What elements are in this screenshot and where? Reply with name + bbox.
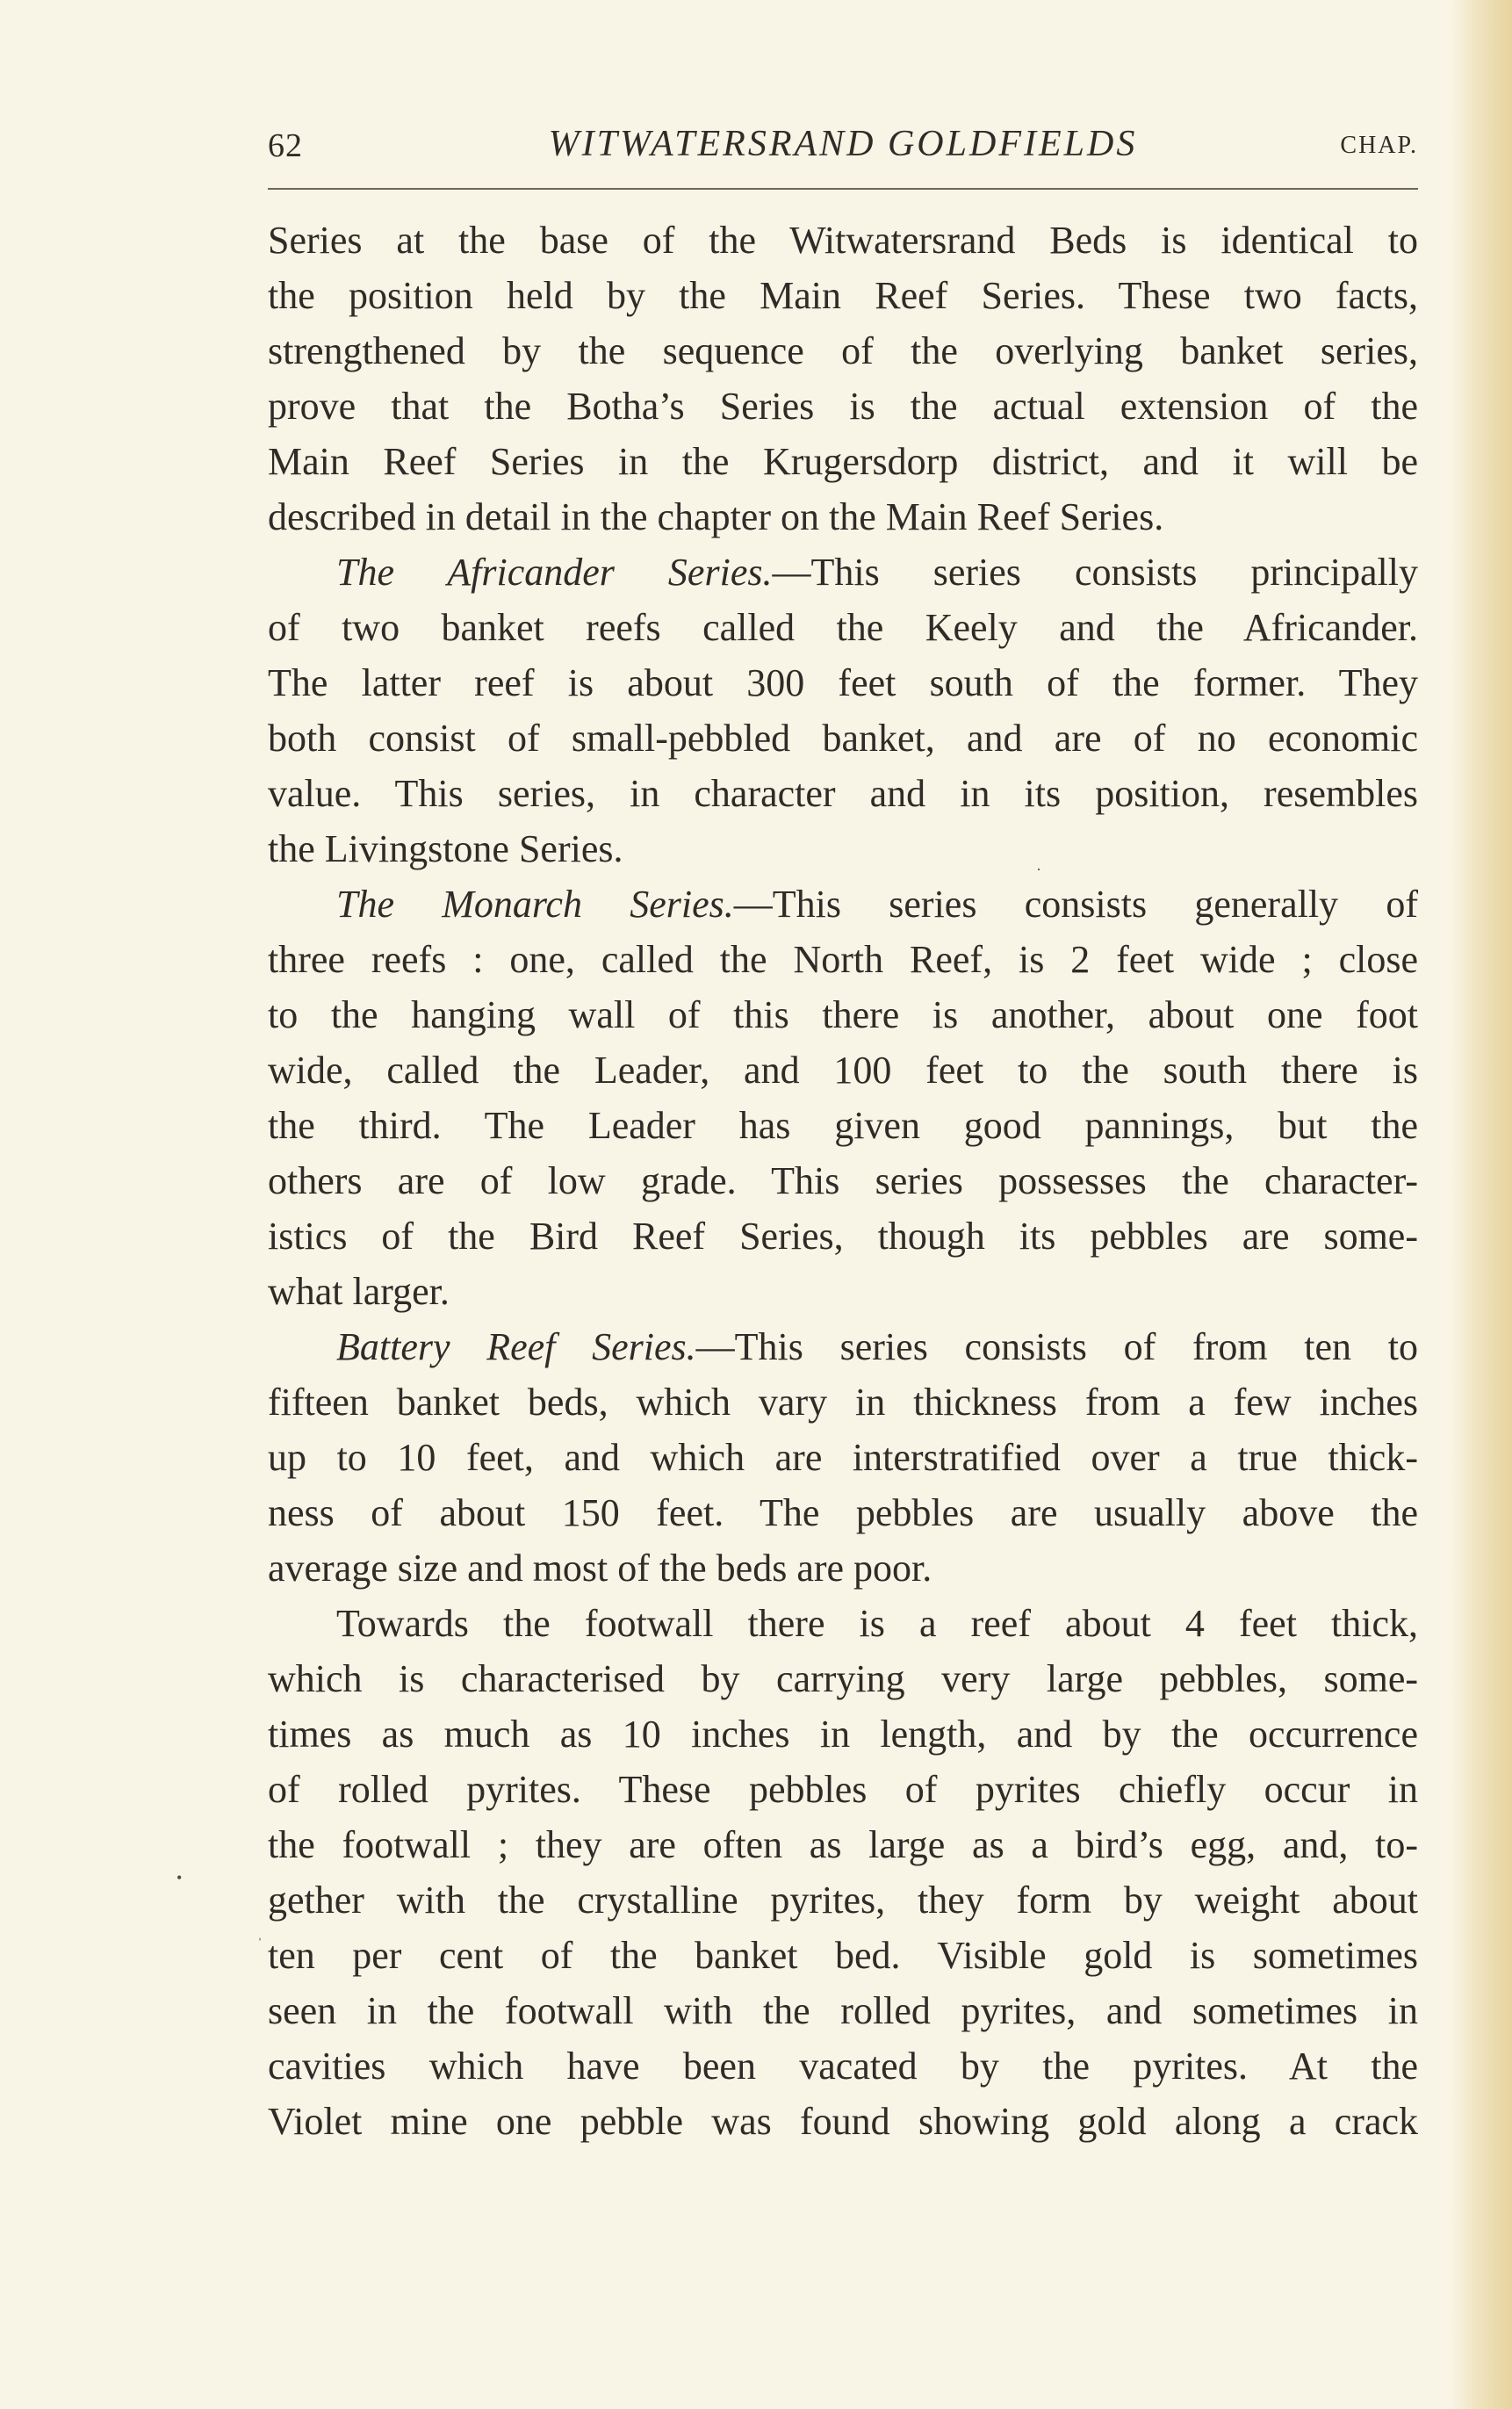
page-number: 62 (268, 127, 303, 164)
text-line: cavities which have been vacated by the pyrites. At the (268, 2045, 1418, 2088)
text-line: prove that the Botha’s Series is the actual extension of the (268, 385, 1418, 428)
text-line: the Livingstone Series. (268, 827, 623, 870)
text-line: the third. The Leader has given good pannings, but the (268, 1104, 1418, 1147)
text-line: The latter reef is about 300 feet south of the former. They (268, 661, 1418, 704)
text-line: three reefs : one, called the North Reef, is 2 feet wide ; close (268, 938, 1418, 981)
section-text: —This series consists generally of (733, 883, 1418, 926)
text-line: described in detail in the chapter on the Main Reef Series. (268, 495, 1164, 538)
section-heading: Battery Reef Series. (336, 1325, 696, 1368)
text-line: Main Reef Series in the Krugersdorp district, and it will be (268, 440, 1418, 483)
text-line: strengthened by the sequence of the overlying banket series, (268, 329, 1418, 372)
section-first-line (268, 545, 1418, 600)
running-header (268, 123, 1418, 172)
section-heading: The Africander Series. (336, 551, 773, 594)
text-line: Violet mine one pebble was found showing gold along a crack (268, 2100, 1418, 2143)
text-line: the position held by the Main Reef Series. These two facts, (268, 274, 1418, 317)
text-line: times as much as 10 inches in length, and by the occurrence (268, 1713, 1418, 1756)
text-line: to the hanging wall of this there is another, about one foot (268, 993, 1418, 1036)
text-line: wide, called the Leader, and 100 feet to the south there is (268, 1049, 1418, 1092)
text-line: the footwall ; they are often as large as a bird’s egg, and, to- (268, 1823, 1418, 1866)
text-line: gether with the crystalline pyrites, they form by weight about (268, 1879, 1418, 1922)
running-title: WITWATERSRAND GOLDFIELDS (548, 124, 1138, 164)
section-first-line (268, 876, 1418, 932)
section-text: —This series consists of from ten to (695, 1325, 1418, 1368)
chapter-label: CHAP. (1340, 132, 1418, 159)
print-speck: ˈ (257, 1935, 263, 1952)
text-line: which is characterised by carrying very large pebbles, some- (268, 1657, 1418, 1700)
text-line: of two banket reefs called the Keely and the Africander. (268, 606, 1418, 649)
section-first-line (268, 1319, 1418, 1374)
text-line: others are of low grade. This series possesses the character- (268, 1159, 1418, 1202)
header-rule (268, 188, 1418, 190)
text-line: what larger. (268, 1270, 450, 1313)
text-line: of rolled pyrites. These pebbles of pyrites chiefly occur in (268, 1768, 1418, 1811)
text-line: fifteen banket beds, which vary in thickness from a few inches (268, 1381, 1418, 1424)
text-line: istics of the Bird Reef Series, though its pebbles are some- (268, 1215, 1418, 1258)
text-line: up to 10 feet, and which are interstratified over a true thick- (268, 1436, 1418, 1479)
page-edge-shadow (1451, 0, 1512, 2409)
body-text (268, 213, 1418, 2149)
text-line: average size and most of the beds are poor. (268, 1547, 932, 1590)
text-line: seen in the footwall with the rolled pyrites, and sometimes in (268, 1989, 1418, 2032)
text-line: Series at the base of the Witwatersrand Beds is identical to (268, 219, 1418, 262)
paragraph-first-line: Towards the footwall there is a reef about 4 feet thick, (336, 1602, 1418, 1645)
section-text: —This series consists principally (772, 551, 1418, 594)
section-heading: The Monarch Series. (336, 883, 734, 926)
text-line: both consist of small-pebbled banket, and are of no economic (268, 717, 1418, 760)
print-speck: • (176, 1869, 183, 1886)
text-line: ness of about 150 feet. The pebbles are usually above the (268, 1491, 1418, 1534)
text-line: ten per cent of the banket bed. Visible gold is sometimes (268, 1934, 1418, 1977)
text-line: value. This series, in character and in its position, resembles (268, 772, 1418, 815)
print-speck: · (1036, 861, 1041, 878)
